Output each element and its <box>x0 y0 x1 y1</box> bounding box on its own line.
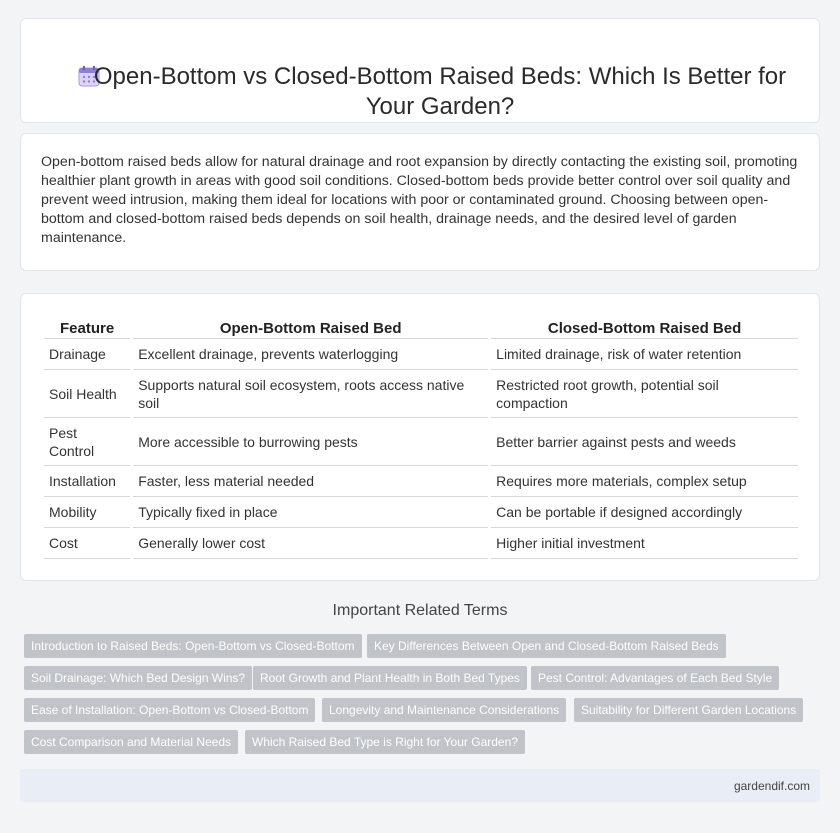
open-bottom-cell: More accessible to burrowing pests <box>133 418 488 466</box>
feature-cell: Soil Health <box>44 370 130 418</box>
table-row <box>44 339 798 370</box>
open-bottom-cell: Faster, less material needed <box>133 466 488 497</box>
header-open-bottom: Open-Bottom Raised Bed <box>133 314 488 339</box>
closed-bottom-cell: Restricted root growth, potential soil compaction <box>491 370 798 418</box>
related-tag[interactable]: Longevity and Maintenance Considerations <box>322 698 566 722</box>
feature-cell: Pest Control <box>44 418 130 466</box>
related-tag[interactable]: Cost Comparison and Material Needs <box>24 730 238 754</box>
title-card <box>20 18 820 123</box>
related-tag[interactable]: Root Growth and Plant Health in Both Bed Types <box>253 666 527 690</box>
related-tag[interactable]: Introduction to Raised Beds: Open-Bottom vs Closed-Bottom <box>24 634 362 658</box>
open-bottom-cell: Typically fixed in place <box>133 497 488 528</box>
feature-cell: Drainage <box>44 339 130 370</box>
site-name[interactable]: gardendif.com <box>733 779 810 793</box>
table-row <box>44 370 798 418</box>
intro-paragraph: Open-bottom raised beds allow for natural drainage and root expansion by directly contacting the existing soil, promoting healthier plant growth in areas with good soil conditions. Closed-bottom beds provide better control over soil quality and prevent weed intrusion, making them ideal for locations with poor or contaminated ground. Choosing between open-bottom and closed-bottom raised beds depends on soil health, drainage needs, and the desired level of garden maintenance. <box>41 154 798 246</box>
closed-bottom-cell: Better barrier against pests and weeds <box>491 418 798 466</box>
header-feature: Feature <box>44 314 130 339</box>
closed-bottom-cell: Higher initial investment <box>491 528 798 559</box>
related-tag[interactable]: Which Raised Bed Type is Right for Your Garden? <box>245 730 525 754</box>
table-row <box>44 418 798 466</box>
related-tag[interactable]: Key Differences Between Open and Closed-Bottom Raised Beds <box>367 634 726 658</box>
related-tag[interactable]: Soil Drainage: Which Bed Design Wins? <box>24 666 252 690</box>
header-closed-bottom: Closed-Bottom Raised Bed <box>491 314 798 339</box>
related-tag[interactable]: Ease of Installation: Open-Bottom vs Closed-Bottom <box>24 698 315 722</box>
feature-cell: Installation <box>44 466 130 497</box>
feature-cell: Cost <box>44 528 130 559</box>
closed-bottom-cell: Limited drainage, risk of water retention <box>491 339 798 370</box>
open-bottom-cell: Supports natural soil ecosystem, roots access native soil <box>133 370 488 418</box>
comparison-table <box>41 314 801 559</box>
related-terms-title: Important Related Terms <box>332 602 508 619</box>
footer <box>20 769 820 802</box>
open-bottom-cell: Generally lower cost <box>133 528 488 559</box>
closed-bottom-cell: Requires more materials, complex setup <box>491 466 798 497</box>
table-row <box>44 497 798 528</box>
open-bottom-cell: Excellent drainage, prevents waterlogging <box>133 339 488 370</box>
table-row <box>44 528 798 559</box>
comparison-card <box>20 293 820 581</box>
related-tag[interactable]: Suitability for Different Garden Locations <box>574 698 803 722</box>
table-header-row <box>44 314 798 339</box>
feature-cell: Mobility <box>44 497 130 528</box>
intro-card <box>20 133 820 271</box>
related-tag[interactable]: Pest Control: Advantages of Each Bed Style <box>531 666 779 690</box>
table-row <box>44 466 798 497</box>
closed-bottom-cell: Can be portable if designed accordingly <box>491 497 798 528</box>
page-title: Open-Bottom vs Closed-Bottom Raised Beds: Which Is Better for Your Garden? <box>93 63 787 120</box>
